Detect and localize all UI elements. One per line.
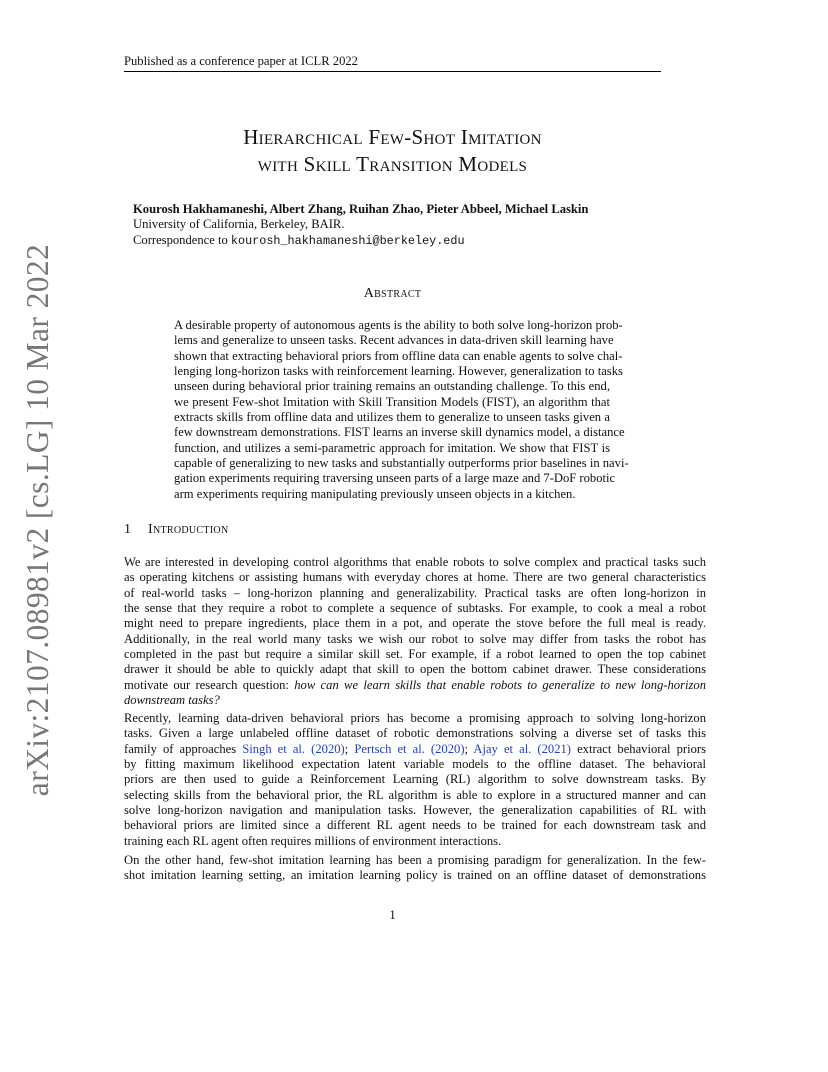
abstract-line: shown that extracting behavioral priors from offline data can enable agents to solve chal- [174,348,623,363]
paragraph-line: drawer it should be able to quickly adapt that skill to open the bottom cabinet drawer. These considerations [124,662,706,677]
citation-pertsch[interactable]: Pertsch et al. (2020) [354,741,465,756]
abstract-line: we present Few-shot Imitation with Skill Transition Models (FIST), an algorithm that [174,394,610,409]
correspondence [133,233,673,249]
title-line-2: with Skill Transition Models [257,152,528,176]
text-fragment: extract behavioral priors [571,741,706,756]
citation-author: Ajay et al. [473,741,532,756]
intro-paragraph-1 [124,555,706,708]
citation-year: 2021 [541,741,567,756]
section-title: Introduction [148,522,229,537]
abstract-body [174,318,629,502]
paper-title [124,124,661,178]
paragraph-line: On the other hand, few-shot imitation learning has been a promising paradigm for generalization. In the few- [124,853,706,867]
affiliation: University of California, Berkeley, BAIR. [133,217,345,232]
text-fragment: family of approaches [124,741,243,756]
citation-year: 2020 [315,741,341,756]
page-number: 1 [389,908,396,922]
paragraph-line-with-citations: family of approaches Singh et al. (2020); Pertsch et al. (2020); Ajay et al. (2021) extract behavioral priors [124,741,706,756]
email-address[interactable]: kourosh_hakhamaneshi@berkeley.edu [230,233,465,248]
intro-paragraph-2 [124,711,706,849]
abstract-line: lenging long-horizon tasks with reinforcement learning. However, generalization to tasks [174,364,623,379]
running-header: Published as a conference paper at ICLR 2022 [124,54,661,72]
abstract-line: A desirable property of autonomous agents is the ability to both solve long-horizon prob- [174,318,623,332]
correspondence-prefix: Correspondence to [133,232,231,247]
paragraph-line: behavioral priors are limited since a different RL agent needs to be trained for each downstream task and [124,818,706,833]
paragraph-line: training each RL agent often requires millions of environment interactions. [124,833,502,848]
abstract-line: function, and utilizes a semi-parametric approach for imitation. We show that FIST is [174,440,610,455]
title-line-1: Hierarchical Few-Shot Imitation [243,125,542,149]
research-question-end: downstream tasks? [124,693,220,708]
abstract-line: gation experiments requiring traversing unseen parts of a large maze and 7-DoF robotic [174,471,616,486]
research-question-prefix: motivate our research question: [124,677,295,692]
abstract-line: unseen during behavioral prior training remains an outstanding challenge. To this end, [174,379,610,394]
intro-paragraph-3 [124,853,706,884]
paragraph-line: selecting skills from the behavioral prior, the RL algorithm is able to explore in a structured manner and can [124,787,706,802]
section-number: 1 [124,522,132,537]
author-names: Kourosh Hakhamaneshi, Albert Zhang, Ruihan Zhao, Pieter Abbeel, Michael Laskin [133,202,589,216]
abstract-line: capable of generalizing to new tasks and substantially outperforms prior baselines in navi- [174,456,629,471]
abstract-line: extracts skills from offline data and utilizes them to generalize to unseen tasks given a [174,410,610,425]
research-question: how can we learn skills that enable robots to generalize to new long-horizon [294,677,706,692]
citation-year: 2020 [435,741,461,756]
paragraph-line: the sense that they require a robot to complete a sequence of subtasks. For example, to cook a meal a robot [124,601,706,616]
paragraph-line [124,678,706,693]
arxiv-identifier-stamp: arXiv:2107.08981v2 [cs.LG] 10 Mar 2022 [20,243,55,797]
paragraph-line: by fitting maximum likelihood expectation latent variable models to the offline dataset. The behavioral [124,757,706,772]
section-heading-introduction [124,522,661,538]
paragraph-line: Additionally, in the real world many tasks we wish our robot to solve may differ from tasks the robot has [124,631,706,646]
paragraph-line: might need to prepare ingredients, place them in a pot, and operate the stove before the full meal is ready. [124,616,706,631]
citation-singh[interactable]: Singh et al. (2020) [242,741,345,756]
citation-author: Singh et al. [242,741,306,756]
citation-author: Pertsch et al. [354,741,425,756]
paragraph-line [124,693,706,708]
abstract-line: few downstream demonstrations. FIST learns an inverse skill dynamics model, a distance [174,425,625,440]
paragraph-line: of real-world tasks – long-horizon planning and generalizability. Practical tasks are often long-horizon in [124,585,706,600]
abstract-line: arm experiments requiring manipulating previously unseen objects in a kitchen. [174,486,576,501]
author-block [133,202,673,249]
paragraph-line: priors are then used to guide a Reinforcement Learning (RL) algorithm to solve downstream tasks. By [124,772,706,787]
paragraph-line: We are interested in developing control algorithms that enable robots to solve complex and practical tasks such [124,555,706,569]
abstract-line: lems and generalize to unseen tasks. Recent advances in data-driven skill learning have [174,333,614,348]
paragraph-line: as operating kitchens or assisting humans with everyday chores at home. There are two general characteristics [124,570,706,585]
paragraph-line: Recently, learning data-driven behavioral priors has become a promising approach to solving long-horizon [124,711,706,725]
paragraph-line: shot imitation learning setting, an imitation learning policy is trained on an offline dataset of demonstrations [124,868,706,883]
paragraph-line: tasks. Given a large unlabeled offline dataset of robotic demonstrations solving a diverse set of tasks this [124,726,706,741]
citation-ajay[interactable]: Ajay et al. (2021) [473,741,571,756]
paragraph-line: solve long-horizon navigation and manipulation tasks. However, the generalization capabilities of RL with [124,803,706,818]
abstract-heading: Abstract [363,286,422,301]
paragraph-line: completed in the past but require a similar skill set. For example, if a robot learned to open the top cabinet [124,647,706,662]
